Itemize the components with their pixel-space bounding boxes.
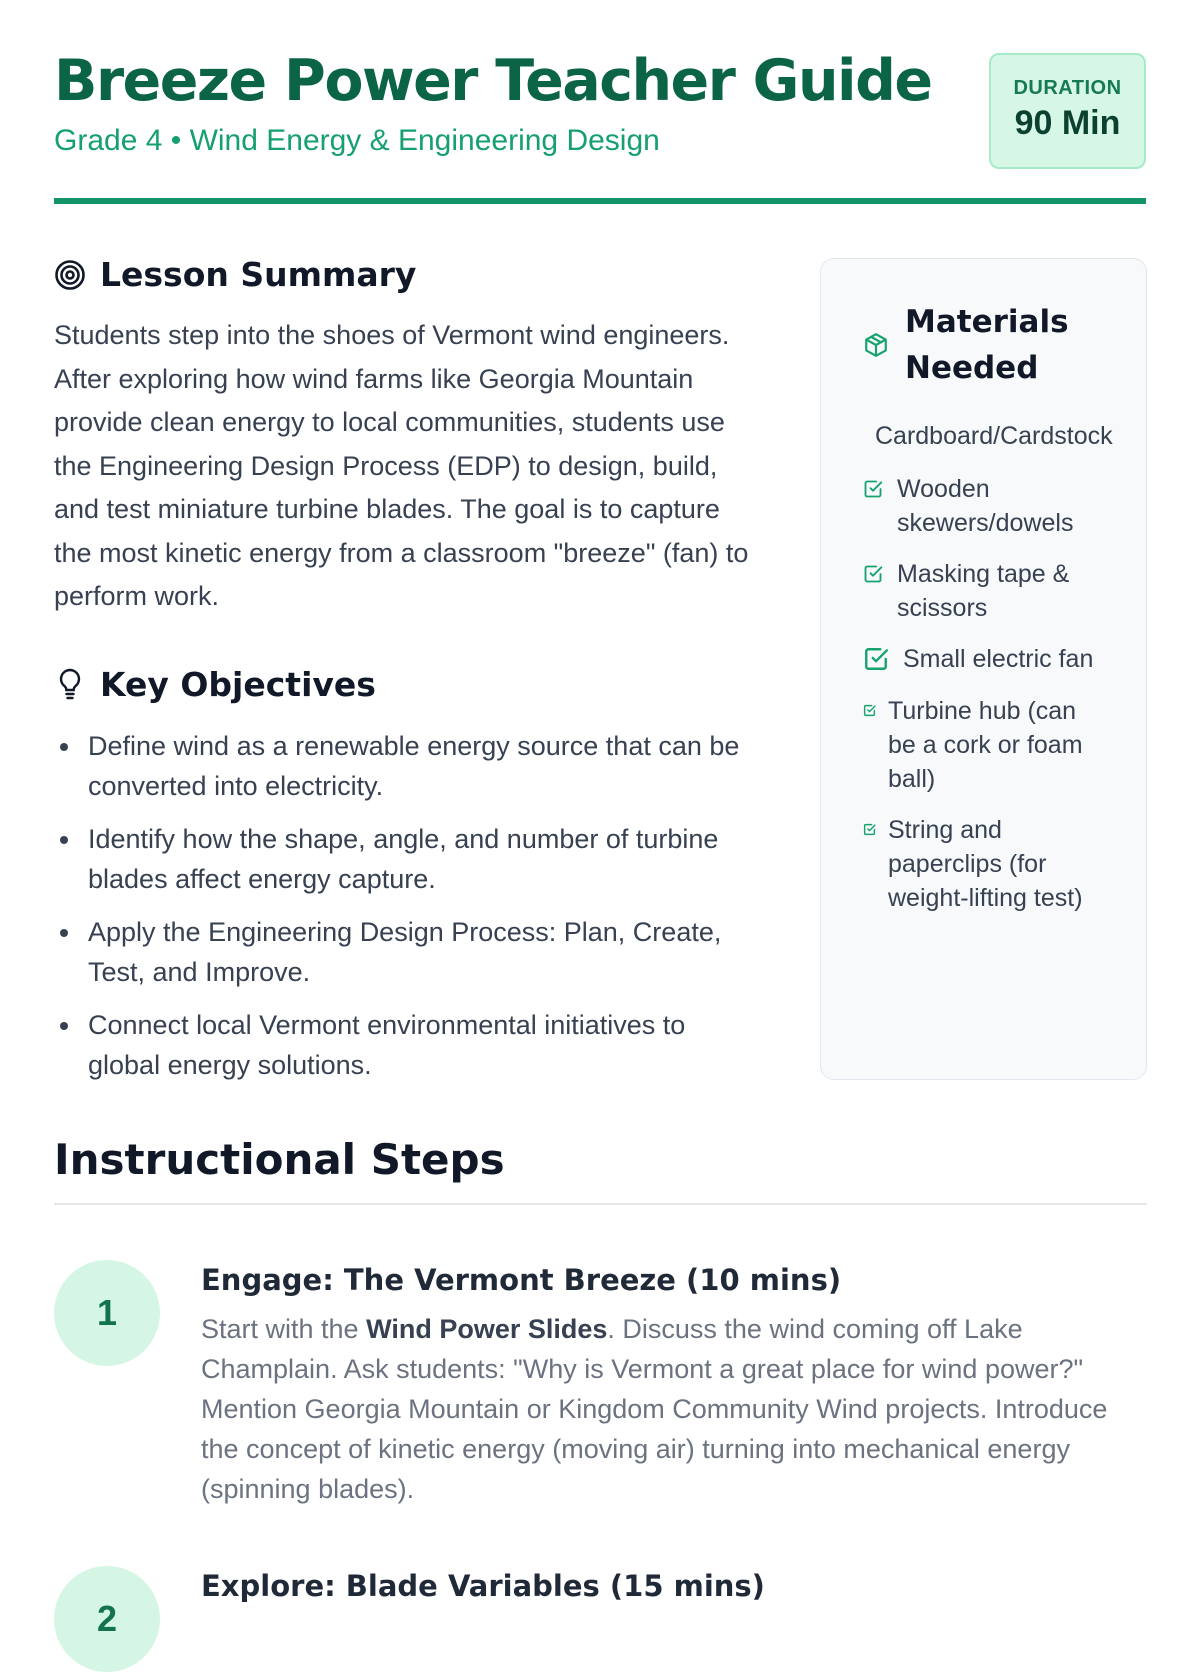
materials-title [905,299,1069,391]
check-square-icon [863,704,876,717]
material-label: Small electric fan [903,645,1094,673]
step-text [201,1309,1147,1509]
materials-title-line: Needed [905,350,1039,386]
lightbulb-icon [54,667,86,701]
step-title: Engage: The Vermont Breeze (10 mins) [201,1263,842,1297]
materials-card [820,258,1147,1080]
objectives-list [54,726,764,1085]
key-objectives-heading [54,665,764,704]
material-item [863,694,1093,796]
step-number: 2 [54,1566,160,1672]
material-label: Wooden skewers/dowels [897,475,1074,537]
check-square-icon [863,479,883,499]
target-icon [54,259,86,291]
check-square-icon [863,823,876,836]
material-label: String and paperclips (for weight-lifting test) [888,816,1083,912]
check-square-icon [863,564,883,584]
material-item: Cardboard/Cardstock [875,422,1113,450]
material-item [863,813,1098,915]
step-title: Explore: Blade Variables (15 mins) [201,1569,765,1603]
objective-item: Apply the Engineering Design Process: Plan, Create, Test, and Improve. [54,912,764,992]
step-body [201,1566,1147,1606]
step-1 [54,1260,1147,1504]
instructional-steps-heading: Instructional Steps [54,1135,1147,1205]
main-column [54,255,764,1098]
lesson-summary-text: Students step into the shoes of Vermont wind engineers. After exploring how wind farms like Georgia Mountain provide clean energy to local communities, students use the Engineering Design Process (EDP) to design, build, and test miniature turbine blades. The goal is to capture the most kinetic energy from a classroom "breeze" (fan) to perform work. [54,320,749,611]
wind-power-slides-link: Wind Power Slides [366,1314,608,1344]
page-header [54,0,1146,204]
material-label: Turbine hub (can be a cork or foam ball) [888,697,1083,793]
material-item [863,472,1102,540]
material-label: Masking tape & scissors [897,560,1070,622]
box-icon [863,332,889,358]
step-number: 1 [54,1260,160,1366]
lesson-summary-title: Lesson Summary [100,255,417,294]
objective-item: Identify how the shape, angle, and number of turbine blades affect energy capture. [54,819,764,899]
page-title: Breeze Power Teacher Guide [54,48,932,114]
material-item [863,557,1102,625]
key-objectives-title: Key Objectives [100,664,376,704]
step-body [201,1260,1147,1509]
duration-badge [989,53,1146,169]
duration-label: DURATION [1013,77,1122,99]
objective-item: Connect local Vermont environmental initiatives to global energy solutions. [54,1005,764,1085]
step-text-part: Start with the [201,1314,367,1344]
step-text-part: . Discuss the wind coming off Lake Champlain. Ask students: "Why is Vermont a great place for wind power?" Mention Georgia Mountain or Kingdom Community Wind projects. Introduce the concept of kinetic energy (moving air) turning into mechanical energy (spinning blades). [201,1314,1108,1504]
materials-title-line: Materials [905,304,1069,340]
material-item [863,642,1138,676]
duration-value: 90 Min [1014,104,1121,142]
page-subtitle: Grade 4 • Wind Energy & Engineering Design [54,124,660,157]
check-square-icon [863,646,889,672]
step-2 [54,1566,1147,1639]
objective-item: Define wind as a renewable energy source that can be converted into electricity. [54,726,764,806]
lesson-summary-heading [54,255,764,294]
materials-heading [863,299,1069,391]
